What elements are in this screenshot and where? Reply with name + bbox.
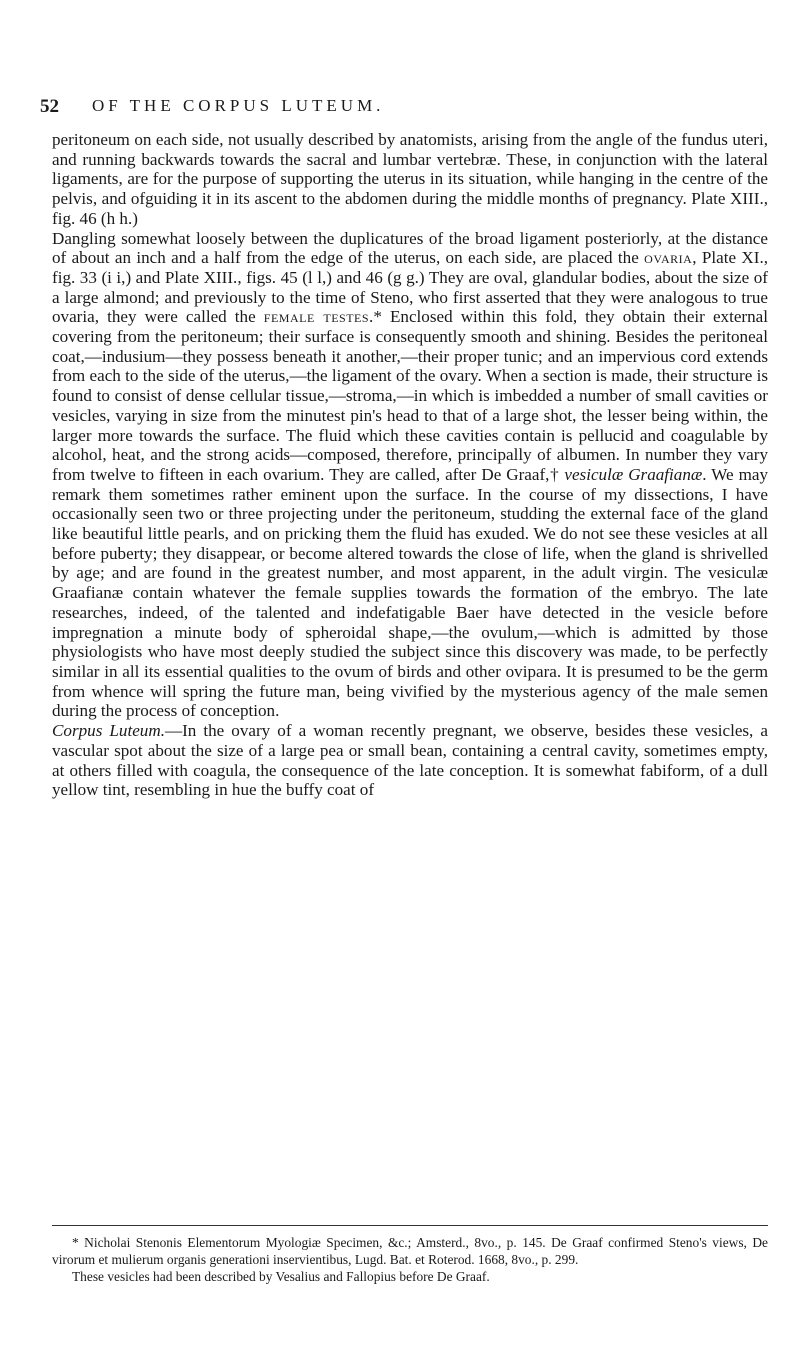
running-head — [40, 96, 770, 122]
term-vesiculae-graafianae: vesiculæ Graafianæ — [564, 464, 703, 484]
text-run: peritoneum on each side, not usually described by anatomists, arising from the angle of the fundus uteri, and running backwards towards the sacral and lumbar vertebræ. These, in conjunction with the lateral ligaments, are for the purpose of supporting the uterus in its situation, while hanging in the centre of the pelvis, and ofguiding it in its ascent to the abdomen during the middle months of pregnancy. Plate XIII., fig. 46 (h h.) — [52, 130, 768, 228]
term-female-testes: female testes — [263, 307, 370, 327]
paragraph — [52, 130, 768, 721]
page-number: 52 — [40, 96, 59, 117]
footnote: * Nicholai Stenonis Elementorum Myologiæ Specimen, &c.; Amsterd., 8vo., p. 145. De Graaf confirmed Steno's views, De virorum et mulierum organis generationi inservientibus, Lugd. Bat. et Roterod. 1668, 8vo., p. 299. — [52, 1235, 768, 1267]
term-ovaria: ovaria — [644, 248, 693, 268]
text-run: Dangling somewhat loosely between the duplicatures of the broad ligament posteriorly, at the distance of about an inch and a half from the edge of the uterus, on each side, are placed the — [52, 228, 768, 268]
text-run: .* Enclosed within this fold, they obtain their external covering from the peritoneum; their surface is consequently smooth and shining. Besides the peritoneal coat,—indusium—they possess beneath it another,—their proper tunic; and an impervious cord extends from each to the side of the uterus,—the ligament of the ovary. When a section is made, their structure is found to consist of dense cellular tissue,—stroma,—in which is imbedded a number of small cavities or vesicles, varying in size from the minutest pin's head to that of a large shot, the lesser being within, the larger more towards the surface. The fluid which these cavities contain is pellucid and coagulable by alcohol, heat, and the strong acids—composed, therefore, principally of albumen. In number they vary from twelve to fifteen in each ovarium. They are called, after De Graaf,† — [52, 307, 768, 484]
footnotes — [52, 1234, 768, 1285]
footnote-rule — [52, 1225, 768, 1226]
running-title: OF THE CORPUS LUTEUM. — [92, 96, 385, 115]
text-run: . We may remark them sometimes rather eminent upon the surface. In the course of my dissections, I have occasionally seen two or three projecting under the peritoneum, studding the external face of the gland like beautiful little pearls, and on pricking them the fluid has exuded. We do not see these vesicles at all before puberty; they disappear, or become altered towards the close of life, when the gland is shrivelled by age; and are found in the greatest number, and most apparent, in the adult virgin. The vesiculæ Graafianæ contain whatever the female supplies towards the formation of the embryo. The late researches, indeed, of the talented and indefatigable Baer have detected in the vesicle before impregnation a minute body of spheroidal shape,—the ovulum,—which is admitted by those physiologists who have most deeply studied the subject since this discovery was made, to be perfectly similar in all its essential qualities to the ovum of birds and other ovipara. It is presumed to be the germ from whence will spring the future man, being vivified by the mysterious agency of the male semen during the process of conception. — [52, 464, 768, 721]
footnote: These vesicles had been described by Vesalius and Fallopius before De Graaf. — [72, 1269, 490, 1284]
paragraph — [52, 721, 768, 800]
body-text — [52, 130, 768, 800]
section-heading-corpus-luteum: Corpus Luteum. — [52, 721, 165, 741]
text-run: —In the ovary of a woman recently pregnant, we observe, besides these vesicles, a vascular spot about the size of a large pea or small bean, containing a central cavity, sometimes empty, at others filled with coagula, the consequence of the late conception. It is somewhat fabiform, of a dull yellow tint, resembling in hue the buffy coat of — [52, 721, 768, 800]
text-run: , Plate XI., fig. 33 (i i,) and Plate XIII., figs. 45 (l l,) and 46 (g g.) They are oval, glandular bodies, about the size of a large almond; and previously to the time of Steno, who first asserted that they were analogous to true ovaria, they were called the — [52, 248, 768, 327]
